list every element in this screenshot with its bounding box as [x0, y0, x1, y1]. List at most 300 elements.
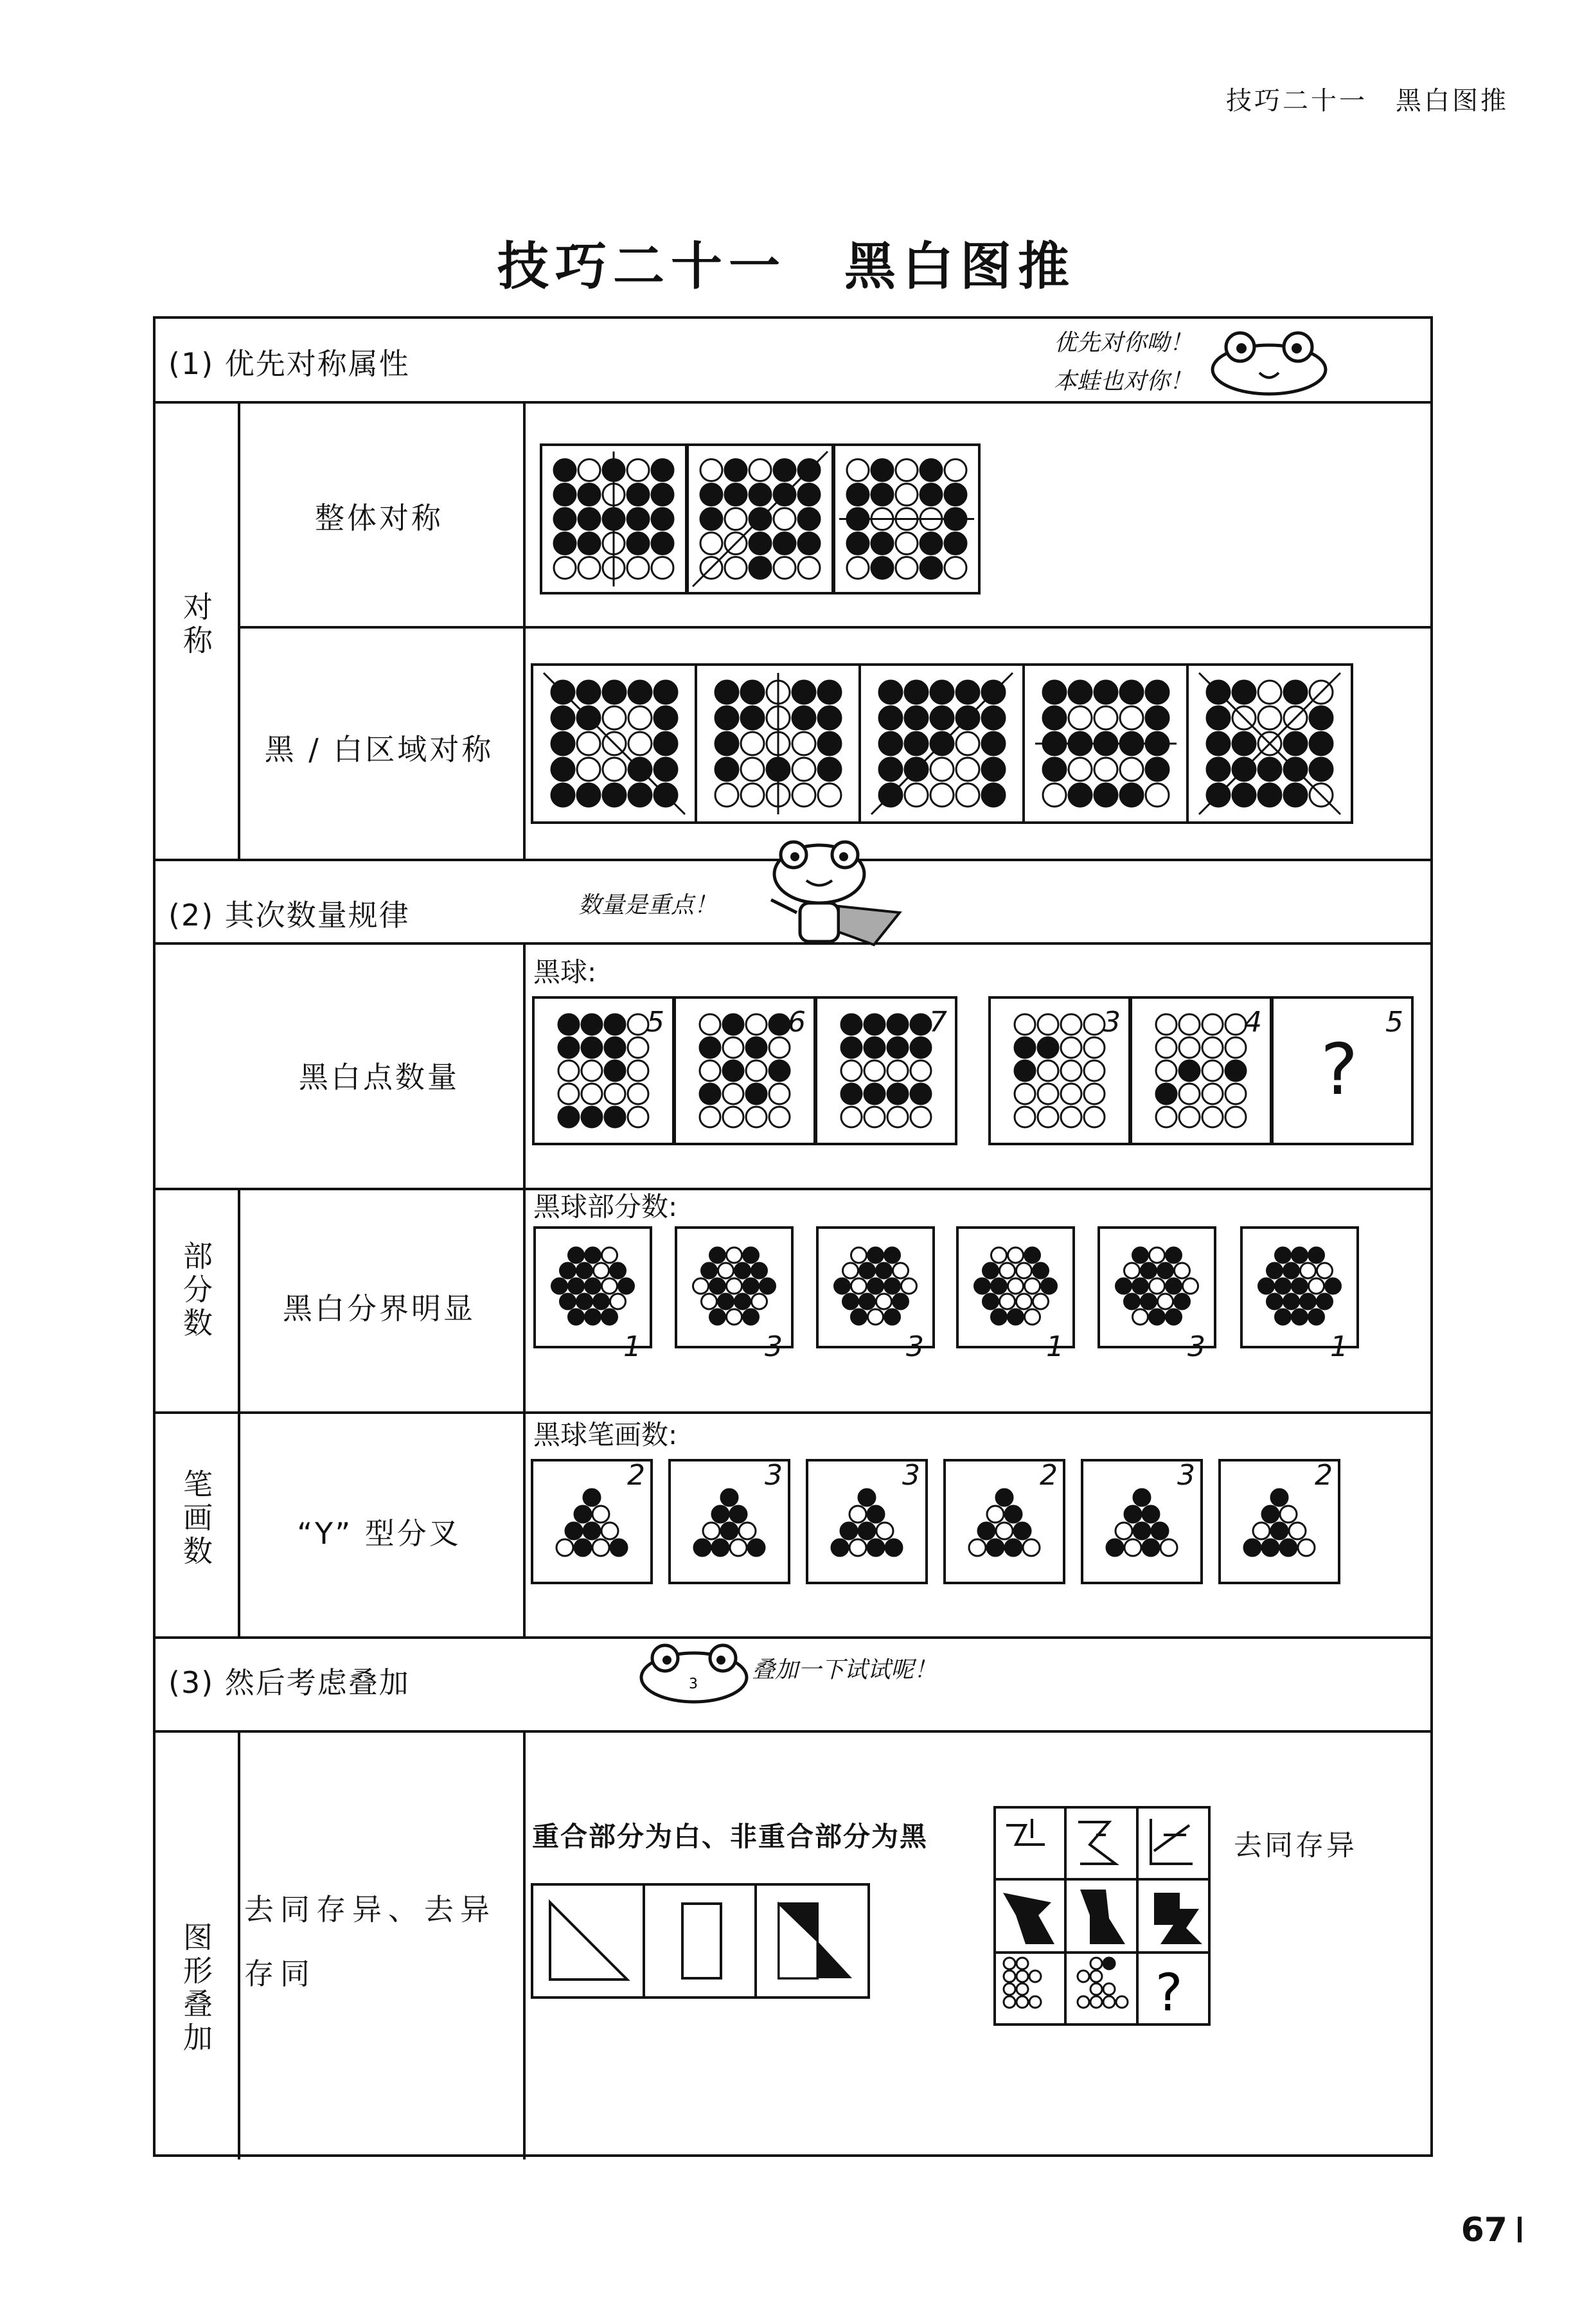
black-dot [905, 681, 928, 704]
white-dot [902, 1278, 917, 1294]
black-dot [1120, 783, 1143, 807]
white-dot [1146, 783, 1169, 807]
white-dot [996, 1523, 1013, 1539]
white-dot [956, 732, 979, 755]
stroke-number: 3 [765, 1459, 783, 1492]
black-dot [1038, 1037, 1058, 1058]
white-dot [896, 484, 918, 506]
black-dot [712, 1506, 729, 1523]
white-dot [1258, 681, 1281, 704]
white-dot [1025, 1278, 1040, 1294]
black-dot [554, 508, 576, 530]
black-dot [879, 758, 902, 781]
black-dot [1225, 1060, 1246, 1081]
black-dot [574, 1539, 591, 1556]
white-dot [849, 1506, 866, 1523]
white-dot [700, 460, 722, 481]
black-dot [978, 1523, 995, 1539]
black-dot [911, 1014, 931, 1035]
black-dot [743, 1309, 759, 1325]
white-dot [1124, 1539, 1141, 1556]
white-dot [1225, 1037, 1246, 1058]
frog-note-line2: 本蛙也对你！ [1054, 368, 1193, 395]
white-dot [1061, 1060, 1081, 1081]
row-label-overlay-line1: 去同存异、去异 [244, 1892, 496, 1927]
group-label-strokes: 笔画数 [179, 1469, 213, 1569]
black-dot [1284, 783, 1307, 807]
divider [156, 1188, 1430, 1190]
black-dot [654, 758, 677, 781]
page-number: 67 [1461, 2211, 1522, 2249]
white-dot [627, 460, 649, 481]
black-dot [1262, 1539, 1279, 1556]
black-dot [605, 1107, 625, 1127]
white-dot [702, 1294, 717, 1309]
black-dot [605, 1014, 625, 1035]
divider [523, 942, 526, 1636]
black-dot [868, 1247, 884, 1263]
black-dot [627, 508, 649, 530]
black-dot [1116, 1278, 1132, 1294]
black-dot [1175, 1294, 1190, 1309]
black-dot [864, 1037, 885, 1058]
black-dot [887, 1037, 908, 1058]
black-dot [858, 1523, 875, 1539]
white-dot [896, 460, 918, 481]
black-dot [1284, 1294, 1299, 1309]
black-dot [1094, 681, 1117, 704]
white-dot [1202, 1014, 1223, 1035]
black-dot [983, 1263, 999, 1278]
white-dot [1017, 1958, 1028, 1969]
stroke-number: 2 [1040, 1459, 1058, 1492]
group-label-symmetry: 对称 [179, 591, 213, 658]
group-label-overlay: 图形叠加 [179, 1922, 213, 2055]
white-dot [739, 1523, 756, 1539]
black-dot [1141, 1263, 1157, 1278]
white-dot [1090, 1983, 1102, 1995]
white-dot [1090, 1971, 1102, 1982]
white-dot [700, 1107, 720, 1127]
black-dot [1158, 1263, 1173, 1278]
black-dot [1317, 1294, 1333, 1309]
black-dot [1005, 1506, 1022, 1523]
white-dot [887, 1107, 908, 1127]
frog-mascot [1208, 321, 1337, 398]
black-dot [560, 1263, 576, 1278]
white-dot [1061, 1014, 1081, 1035]
frog-note-overlay: 叠加一下试试呢！ [752, 1657, 938, 1683]
black-dot [725, 484, 747, 506]
white-dot [847, 557, 869, 579]
white-dot [1004, 1996, 1015, 2008]
filled-figure [1003, 1893, 1054, 1944]
black-dot [569, 1247, 584, 1263]
black-dot [603, 681, 626, 704]
black-dot [1259, 1278, 1274, 1294]
white-dot [896, 557, 918, 579]
white-dot [594, 1263, 609, 1278]
black-dot [841, 1014, 862, 1035]
white-dot [1156, 1037, 1177, 1058]
row-label-region-symmetry: 黑 / 白区域对称 [264, 732, 494, 767]
white-dot [911, 1060, 931, 1081]
black-dot [945, 484, 966, 506]
black-dot [585, 1247, 601, 1263]
black-dot [721, 1523, 738, 1539]
black-dot [712, 1539, 729, 1556]
row-label-strokes: “Y” 型分叉 [297, 1516, 461, 1551]
line-figure [1006, 1819, 1045, 1845]
parts-number: 1 [1046, 1330, 1064, 1363]
black-dot [871, 484, 893, 506]
black-dot [1069, 783, 1092, 807]
black-dot [1106, 1539, 1123, 1556]
black-dot [585, 1309, 601, 1325]
divider [156, 1411, 1430, 1414]
white-dot [749, 460, 771, 481]
black-dot [792, 681, 815, 704]
white-dot [841, 1107, 862, 1127]
black-dot [619, 1278, 634, 1294]
black-dot [1015, 1037, 1035, 1058]
black-dot [1267, 1263, 1283, 1278]
white-dot [1179, 1014, 1200, 1035]
white-dot [1029, 1996, 1041, 2008]
black-dot [858, 1489, 875, 1506]
white-dot [945, 460, 966, 481]
white-dot [723, 1107, 743, 1127]
white-dot [1015, 1084, 1035, 1104]
divider [238, 401, 240, 859]
divider [156, 1636, 1430, 1639]
page-title: 技巧二十一 黑白图推 [497, 236, 1076, 296]
black-dot [605, 1060, 625, 1081]
white-dot [628, 1107, 648, 1127]
black-dot [879, 681, 902, 704]
black-dot [577, 1294, 592, 1309]
black-dot [1124, 1294, 1140, 1309]
row-label-count: 黑白点数量 [299, 1060, 459, 1095]
black-dot [582, 1014, 602, 1035]
black-dot [871, 533, 893, 555]
black-dot [887, 1014, 908, 1035]
black-dot [1133, 1278, 1148, 1294]
white-dot [843, 1263, 858, 1278]
white-dot [841, 1060, 862, 1081]
white-dot [556, 1539, 573, 1556]
black-dot [841, 1037, 862, 1058]
black-dot [741, 681, 764, 704]
black-dot [1025, 1247, 1040, 1263]
black-dot [718, 1294, 734, 1309]
white-dot [592, 1539, 609, 1556]
black-dot [1267, 1294, 1283, 1309]
white-dot [1258, 706, 1281, 729]
count-number: 3 [1103, 1006, 1121, 1039]
white-dot [1017, 1263, 1032, 1278]
white-dot [1253, 1523, 1270, 1539]
black-dot [1207, 706, 1230, 729]
black-dot [774, 460, 795, 481]
white-dot [849, 1539, 866, 1556]
white-dot [893, 1263, 909, 1278]
divider [238, 1730, 240, 2159]
black-dot [735, 1294, 751, 1309]
white-dot [905, 783, 928, 807]
black-dot [1166, 1309, 1182, 1325]
white-dot [868, 1309, 884, 1325]
white-dot [628, 706, 652, 729]
black-dot [654, 732, 677, 755]
white-dot [601, 1523, 618, 1539]
black-dot [694, 1539, 711, 1556]
black-dot [1244, 1539, 1261, 1556]
black-dot [860, 1294, 875, 1309]
white-dot [628, 732, 652, 755]
white-dot [1084, 1084, 1105, 1104]
black-dot [1310, 758, 1333, 781]
black-dot [715, 706, 738, 729]
black-dot [945, 533, 966, 555]
symmetry-figure [686, 443, 834, 594]
black-dot [558, 1037, 579, 1058]
black-dot [879, 706, 902, 729]
stroke-number: 2 [627, 1459, 645, 1492]
white-dot [603, 706, 626, 729]
white-dot [1156, 1060, 1177, 1081]
stroke-number: 2 [1315, 1459, 1333, 1492]
black-dot [1232, 681, 1256, 704]
black-dot [1150, 1309, 1165, 1325]
white-dot [1023, 1539, 1040, 1556]
black-dot [551, 706, 574, 729]
white-dot [1133, 1309, 1148, 1325]
white-dot [1156, 1107, 1177, 1127]
white-dot [851, 1278, 867, 1294]
white-dot [792, 732, 815, 755]
white-dot [987, 1506, 1004, 1523]
white-dot [1038, 1084, 1058, 1104]
white-dot [1150, 1247, 1165, 1263]
divider [523, 401, 526, 859]
black-dot [1124, 1506, 1141, 1523]
black-dot [552, 1278, 567, 1294]
symmetry-figure [833, 443, 981, 594]
white-dot [769, 1037, 790, 1058]
black-dot [991, 1278, 1007, 1294]
black-dot [818, 681, 841, 704]
white-dot [769, 1084, 790, 1104]
black-dot [798, 484, 820, 506]
black-dot [603, 783, 626, 807]
black-dot [710, 1247, 725, 1263]
white-dot [1017, 1294, 1032, 1309]
black-dot [1042, 1278, 1057, 1294]
black-dot [748, 1539, 765, 1556]
black-dot [847, 484, 869, 506]
white-dot [876, 1523, 893, 1539]
black-dot [956, 681, 979, 704]
row-label-overlay-line2: 存同 [244, 1956, 316, 1991]
black-dot [1301, 1294, 1316, 1309]
count-number: 5 [646, 1006, 664, 1039]
white-dot [1150, 1278, 1165, 1294]
divider [156, 401, 1430, 404]
black-dot [715, 758, 738, 781]
white-dot [693, 1278, 709, 1294]
black-dot [652, 508, 673, 530]
white-dot [582, 1084, 602, 1104]
black-dot [710, 1278, 725, 1294]
black-dot [843, 1294, 858, 1309]
black-dot [627, 484, 649, 506]
frog-mascot [636, 1636, 752, 1706]
black-dot [1179, 1060, 1200, 1081]
black-dot [578, 533, 600, 555]
white-dot [628, 1084, 648, 1104]
black-dot [652, 533, 673, 555]
overlay-caption: 重合部分为白、非重合部分为黑 [532, 1821, 929, 1852]
black-dot [1284, 1263, 1299, 1278]
black-dot [930, 706, 954, 729]
black-dot [1043, 681, 1066, 704]
black-dot [885, 1309, 900, 1325]
white-dot [718, 1263, 734, 1278]
white-dot [602, 1278, 618, 1294]
black-dot [1207, 732, 1230, 755]
white-dot [727, 1278, 742, 1294]
black-dot [1005, 1539, 1022, 1556]
black-dot [1271, 1489, 1288, 1506]
black-dot [569, 1309, 584, 1325]
filled-figure [1080, 1890, 1125, 1944]
black-dot [1310, 706, 1333, 729]
overlay-side-caption: 去同存异 [1234, 1829, 1357, 1862]
black-dot [982, 732, 1005, 755]
black-dot [594, 1294, 609, 1309]
white-dot [700, 533, 722, 555]
black-dot [1309, 1247, 1324, 1263]
black-dot [749, 557, 771, 579]
parts-number: 3 [906, 1330, 924, 1363]
black-dot [1232, 732, 1256, 755]
frog-note-line1: 优先对你呦！ [1054, 330, 1193, 356]
black-dot [602, 1309, 618, 1325]
black-dot [585, 1278, 601, 1294]
black-dot [1309, 1309, 1324, 1325]
white-dot [727, 1247, 742, 1263]
black-dot [1262, 1506, 1279, 1523]
white-dot [930, 783, 954, 807]
black-dot [1292, 1309, 1308, 1325]
black-dot [1103, 1958, 1115, 1969]
black-dot [554, 533, 576, 555]
black-dot [628, 783, 652, 807]
black-dot [851, 1309, 867, 1325]
white-dot [1004, 1971, 1015, 1982]
white-dot [1156, 1014, 1177, 1035]
white-dot [746, 1107, 767, 1127]
black-dot [864, 1014, 885, 1035]
white-dot [1179, 1084, 1200, 1104]
white-dot [1158, 1294, 1173, 1309]
white-dot [769, 1107, 790, 1127]
black-dot [749, 533, 771, 555]
black-dot [654, 706, 677, 729]
black-dot [1258, 758, 1281, 781]
white-dot [1084, 1014, 1105, 1035]
black-dot [610, 1263, 626, 1278]
black-dot [1146, 681, 1169, 704]
white-dot [1000, 1294, 1015, 1309]
black-dot [574, 1506, 591, 1523]
black-dot [749, 484, 771, 506]
black-dot [798, 533, 820, 555]
black-dot [700, 508, 722, 530]
white-dot [1103, 1983, 1115, 1995]
black-dot [752, 1263, 767, 1278]
white-dot [746, 1014, 767, 1035]
white-dot [1084, 1107, 1105, 1127]
black-dot [700, 1084, 720, 1104]
row-label-overall-symmetry: 整体对称 [315, 501, 443, 535]
black-dot [983, 1294, 999, 1309]
black-dot [1146, 706, 1169, 729]
white-dot [627, 557, 649, 579]
white-dot [851, 1247, 867, 1263]
white-dot [1090, 1996, 1102, 2008]
white-dot [1179, 1037, 1200, 1058]
black-dot [835, 1278, 850, 1294]
black-dot [1166, 1278, 1182, 1294]
white-dot [792, 758, 815, 781]
white-dot [847, 460, 869, 481]
black-dot [1258, 783, 1281, 807]
black-dot [1156, 1084, 1177, 1104]
white-dot [774, 557, 795, 579]
white-dot [1004, 1983, 1015, 1995]
black-dot [551, 732, 574, 755]
black-dot [991, 1309, 1007, 1325]
white-dot [602, 1247, 618, 1263]
black-dot [1120, 681, 1143, 704]
white-dot [1225, 1107, 1246, 1127]
white-dot [727, 1309, 742, 1325]
white-dot [703, 1523, 720, 1539]
white-dot [1094, 706, 1117, 729]
black-dot [840, 1523, 857, 1539]
white-dot [1175, 1263, 1190, 1278]
white-dot [558, 1060, 579, 1081]
white-dot [774, 508, 795, 530]
section-heading-quantity: (2) 其次数量规律 [168, 898, 410, 933]
line-figure [1078, 1822, 1115, 1864]
white-dot [628, 1060, 648, 1081]
section-heading-symmetry: (1) 优先对称属性 [168, 346, 410, 381]
white-dot [554, 557, 576, 579]
black-dot [905, 706, 928, 729]
question-mark: ? [1320, 1028, 1358, 1111]
black-dot [847, 533, 869, 555]
black-dot [792, 706, 815, 729]
black-dot [920, 557, 942, 579]
black-dot [1275, 1247, 1291, 1263]
black-dot [1310, 732, 1333, 755]
triangle-shape [550, 1902, 627, 1980]
white-dot [578, 460, 600, 481]
black-dot [818, 758, 841, 781]
